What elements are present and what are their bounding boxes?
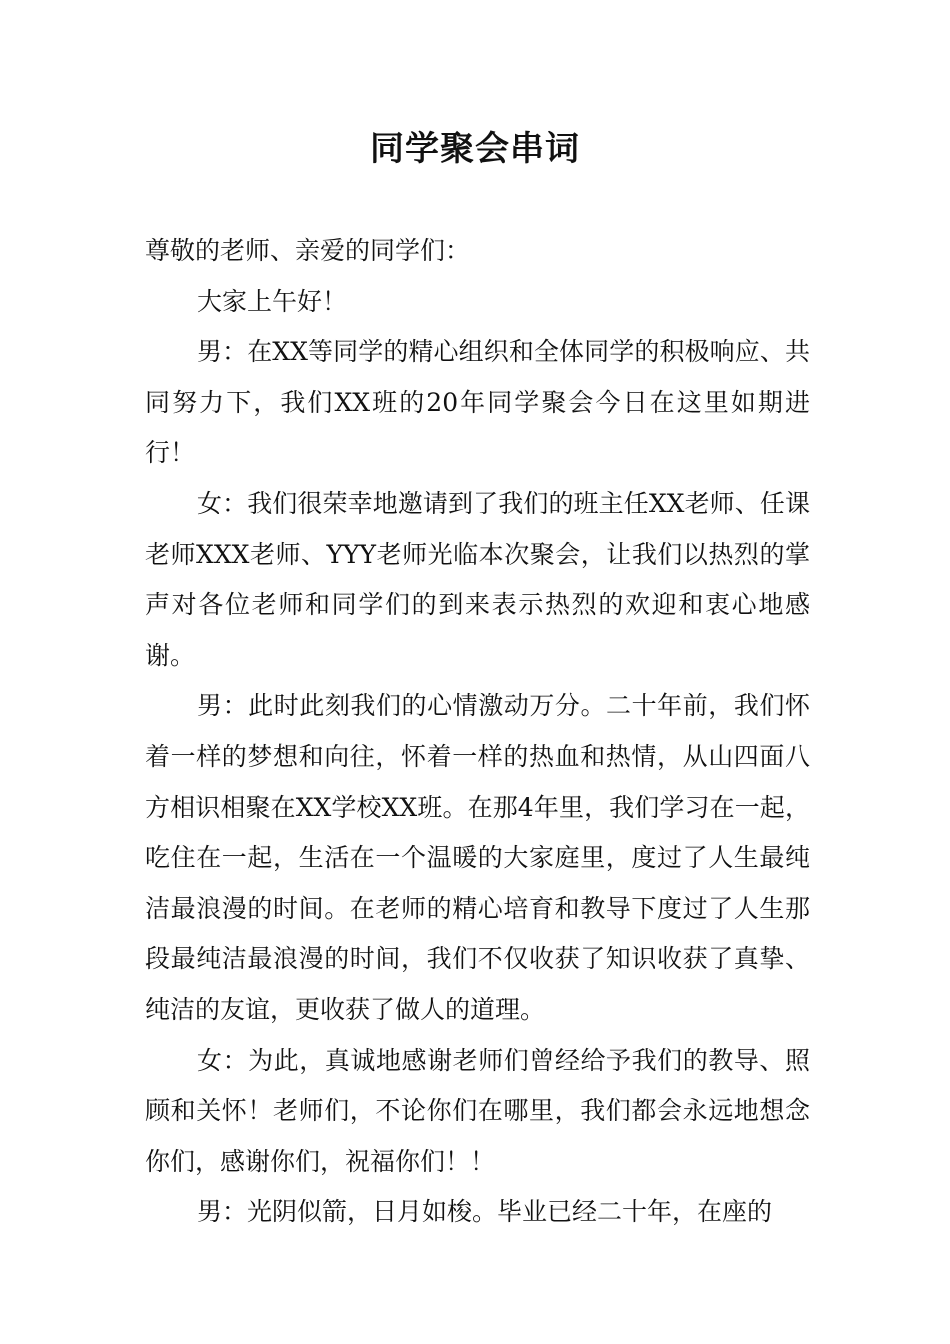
greeting-paragraph: 大家上午好！ [197, 286, 348, 316]
salutation-paragraph: 尊敬的老师、亲爱的同学们： [145, 236, 471, 265]
female-host-paragraph-2: 女：为此，真诚地感谢老师们曾经给予我们的教导、照顾和关怀！老师们，不论你们在哪里，我们都会永远地想念你们，感谢你们，祝福你们！！ [145, 1045, 810, 1176]
male-host-paragraph-2: 男：此时此刻我们的心情激动万分。二十年前，我们怀着一样的梦想和向往，怀着一样的热血和热情，从山四面八方相识相聚在XX学校XX班。在那4年里，我们学习在一起，吃住在一起，生活在一个温暖的大家庭里，度过了人生最纯洁最浪漫的时间。在老师的精心培育和教导下度过了人生那段最纯洁最浪漫的时间，我们不仅收获了知识收获了真挚、纯洁的友谊，更收获了做人的道理。 [145, 691, 810, 1024]
document-body [145, 226, 810, 1238]
document-title: 同学聚会串词 [370, 129, 580, 169]
female-host-paragraph-1: 女：我们很荣幸地邀请到了我们的班主任XX老师、任课老师XXX老师、YYY老师光临本次聚会，让我们以热烈的掌声对各位老师和同学们的到来表示热烈的欢迎和衷心地感谢。 [145, 488, 810, 670]
male-host-paragraph-3: 男：光阴似箭，日月如梭。毕业已经二十年，在座的 [197, 1197, 773, 1227]
male-host-paragraph-1: 男：在XX等同学的精心组织和全体同学的积极响应、共同努力下，我们XX班的20年同学聚会今日在这里如期进行！ [145, 337, 810, 468]
